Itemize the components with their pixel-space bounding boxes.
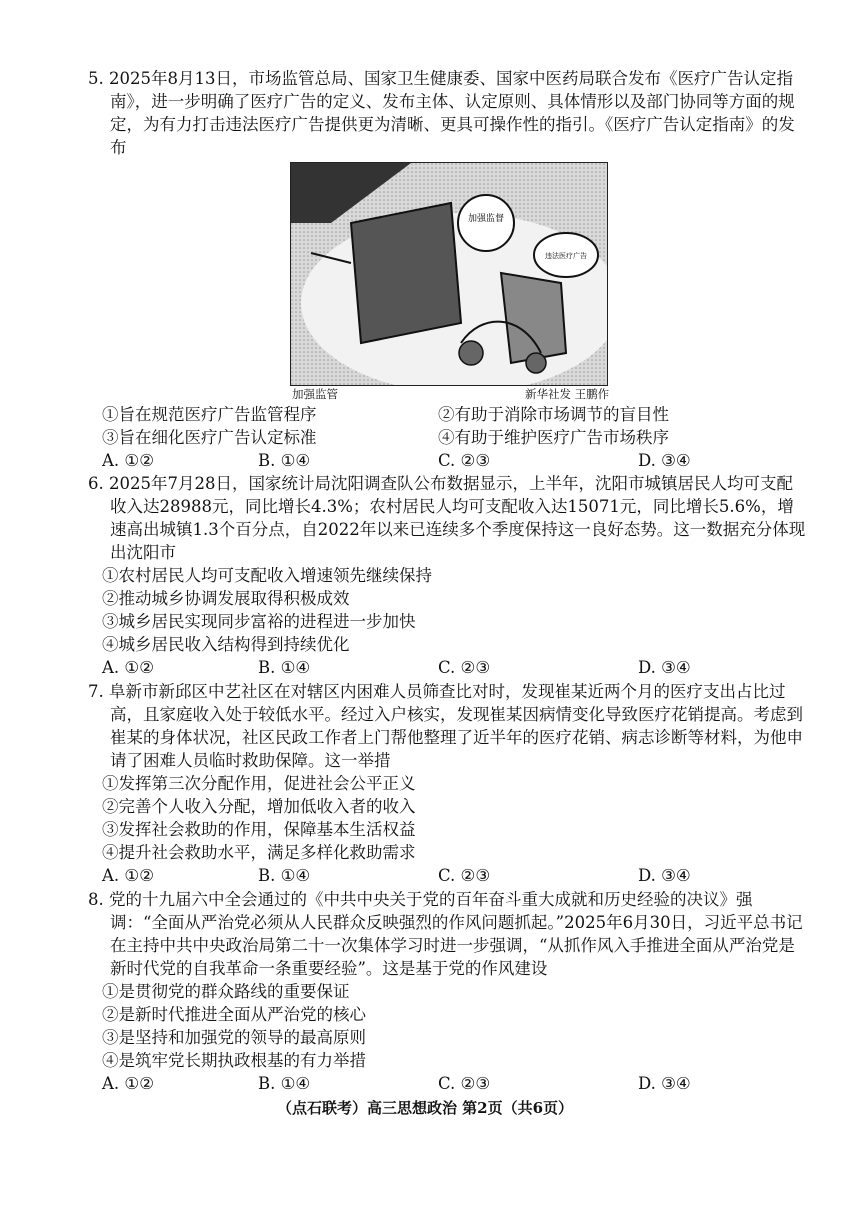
q7-option-1: ①发挥第三次分配作用，促进社会公平正义 xyxy=(102,774,416,793)
q8-choice-c[interactable]: C. ②③ xyxy=(438,1074,491,1093)
q6-choice-d[interactable]: D. ③④ xyxy=(638,658,691,677)
q7-choice-b[interactable]: B. ①④ xyxy=(258,866,311,885)
q8-option-4: ④是筑牢党长期执政根基的有力举措 xyxy=(102,1051,366,1070)
q7-option-4: ④提升社会救助水平，满足多样化救助需求 xyxy=(102,843,416,862)
q6-option-4: ④城乡居民收入结构得到持续优化 xyxy=(102,635,350,654)
question-7 xyxy=(88,680,808,887)
q8-option-2: ②是新时代推进全面从严治党的核心 xyxy=(102,1005,366,1024)
question-5-options xyxy=(88,403,808,472)
q7-option-3: ③发挥社会救助的作用，保障基本生活权益 xyxy=(102,820,416,839)
cartoon-caption-left: 加强监管 xyxy=(292,387,338,401)
q5-choice-d[interactable]: D. ③④ xyxy=(638,451,691,470)
cartoon-label-2: 违法医疗广告 xyxy=(545,252,587,260)
q6-option-3: ③城乡居民实现同步富裕的进程进一步加快 xyxy=(102,612,416,631)
question-5 xyxy=(88,67,808,159)
q8-option-1: ①是贯彻党的群众路线的重要保证 xyxy=(102,982,350,1001)
q7-choice-a[interactable]: A. ①② xyxy=(102,866,154,885)
page-footer: （点石联考）高三思想政治 第2页（共6页） xyxy=(276,1099,574,1117)
question-5-stem: 5. 2025年8月13日，市场监管总局、国家卫生健康委、国家中医药局联合发布《医疗广告认定指南》，进一步明确了医疗广告的定义、发布主体、认定原则、具体情形以及部门协同等方面的规定，为有力打击违法医疗广告提供更为清晰、更具可操作性的指引。《医疗广告认定指南》的发布 xyxy=(88,69,795,157)
cartoon-label-1: 加强监督 xyxy=(467,214,505,224)
q7-choice-c[interactable]: C. ②③ xyxy=(438,866,491,885)
q6-option-1: ①农村居民人均可支配收入增速领先继续保持 xyxy=(102,566,432,585)
q6-option-2: ②推动城乡协调发展取得积极成效 xyxy=(102,589,350,608)
q7-option-2: ②完善个人收入分配，增加低收入者的收入 xyxy=(102,797,416,816)
question-6-stem: 6. 2025年7月28日，国家统计局沈阳调查队公布数据显示，上半年，沈阳市城镇居民人均可支配收入达28988元，同比增长4.3%；农村居民人均可支配收入达15071元，同比增长5.6%，增速高出城镇1.3个百分点，自2022年以来已连续多个季度保持这一良好态势。这一数据充分体现出沈阳市 xyxy=(88,474,806,562)
q6-choice-c[interactable]: C. ②③ xyxy=(438,658,491,677)
q5-choice-a[interactable]: A. ①② xyxy=(102,451,154,470)
question-7-stem: 7. 阜新市新邱区中艺社区在对辖区内困难人员筛查比对时，发现崔某近两个月的医疗支出占比过高，且家庭收入处于较低水平。经过入户核实，发现崔某因病情变化导致医疗花销提高。考虑到崔某的身体状况，社区民政工作者上门帮他整理了近半年的医疗花销、病志诊断等材料，为他申请了困难人员临时救助保障。这一举措 xyxy=(88,682,803,770)
q7-choice-d[interactable]: D. ③④ xyxy=(638,866,691,885)
q8-choice-b[interactable]: B. ①④ xyxy=(258,1074,311,1093)
q6-choice-b[interactable]: B. ①④ xyxy=(258,658,311,677)
q8-choice-d[interactable]: D. ③④ xyxy=(638,1074,691,1093)
q6-choice-a[interactable]: A. ①② xyxy=(102,658,154,677)
cartoon-illustration xyxy=(291,163,607,385)
q5-option-3: ③旨在细化医疗广告认定标准 xyxy=(102,428,317,447)
q5-choice-b[interactable]: B. ①④ xyxy=(258,451,311,470)
question-6 xyxy=(88,472,808,679)
q5-option-4: ④有助于维护医疗广告市场秩序 xyxy=(438,428,669,447)
q8-option-3: ③是坚持和加强党的领导的最高原则 xyxy=(102,1028,366,1047)
cartoon-caption-right: 新华社发 王鹏作 xyxy=(525,387,610,401)
q5-option-1: ①旨在规范医疗广告监管程序 xyxy=(102,405,317,424)
question-8 xyxy=(88,888,808,1095)
q5-choice-c[interactable]: C. ②③ xyxy=(438,451,491,470)
q5-option-2: ②有助于消除市场调节的盲目性 xyxy=(438,405,669,424)
q8-choice-a[interactable]: A. ①② xyxy=(102,1074,154,1093)
cartoon-image xyxy=(290,162,608,386)
question-8-stem: 8. 党的十九届六中全会通过的《中共中央关于党的百年奋斗重大成就和历史经验的决议》强调：“全面从严治党必须从人民群众反映强烈的作风问题抓起。”2025年6月30日，习近平总书记在主持中共中央政治局第二十一次集体学习时进一步强调，“从抓作风入手推进全面从严治党是新时代党的自我革命一条重要经验”。这是基于党的作风建设 xyxy=(88,890,803,978)
